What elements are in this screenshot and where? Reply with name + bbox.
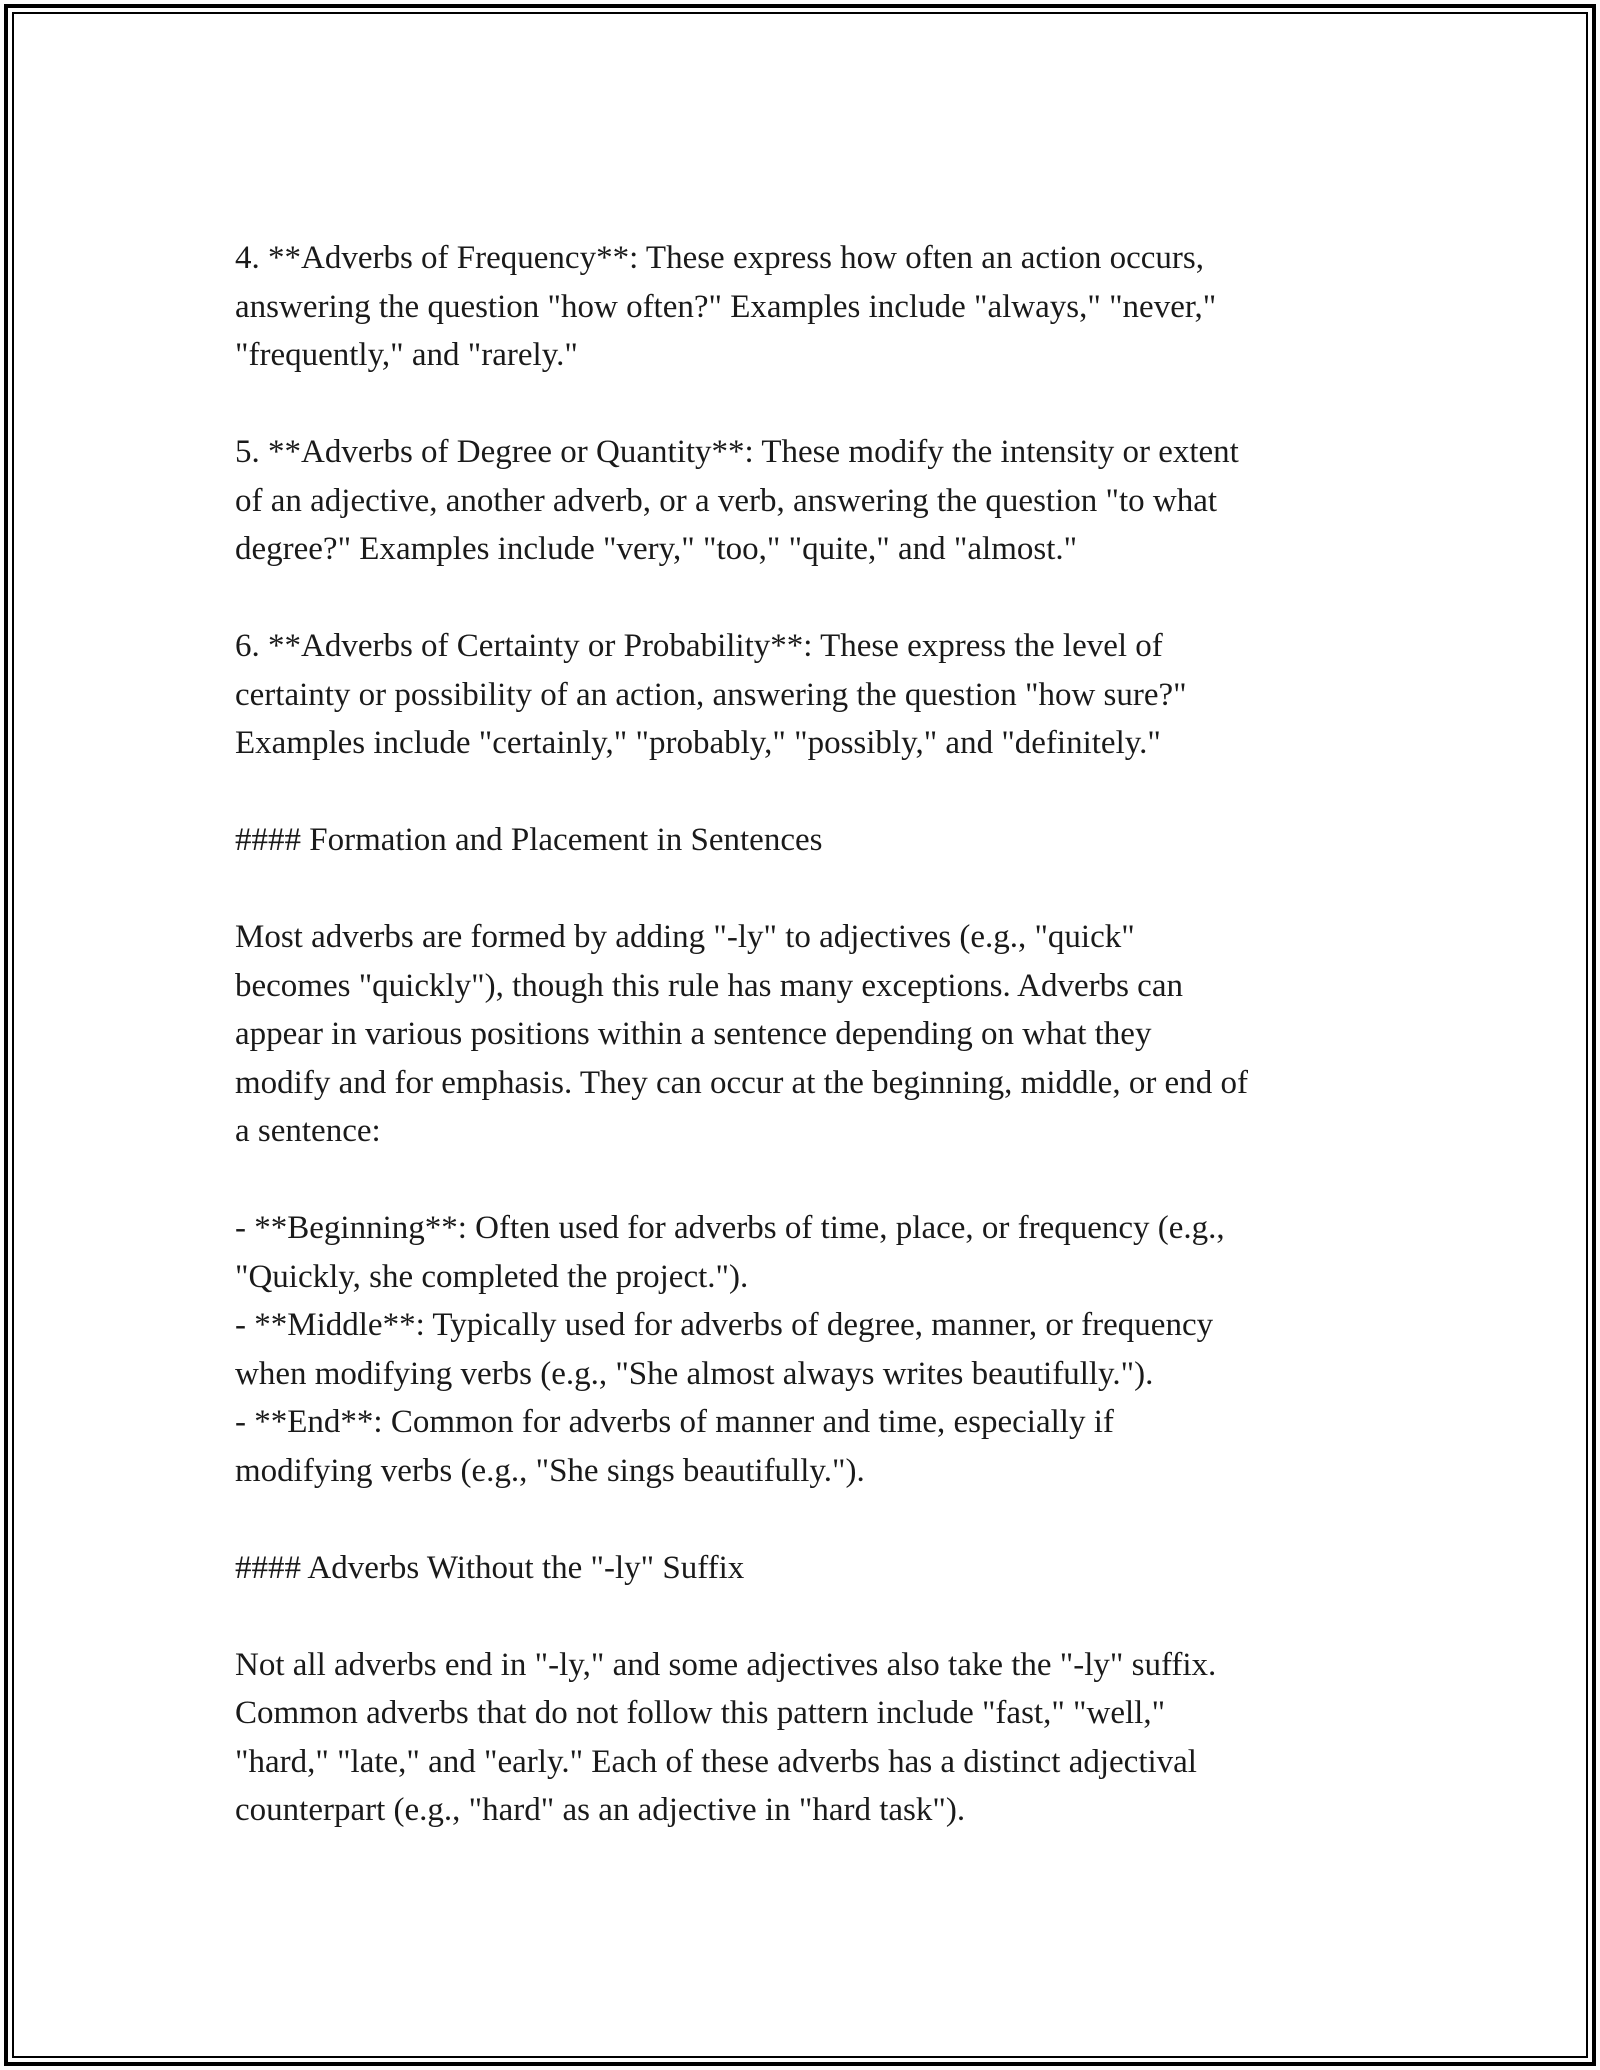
paragraph-spacer [235, 865, 1375, 914]
document-body [235, 234, 1375, 1835]
list-sentence-positions: - **Beginning**: Often used for adverbs of time, place, or frequency (e.g., "Quickly, she completed the project."). - **Middle**: Typically used for adverbs of degree, manner, or frequency when modifying verbs (e.g., "She almost always writes beautifully."). - **End**: Common for adverbs of manner and time, especially if modifying verbs (e.g., "She sings beautifully."). [235, 1210, 1225, 1489]
paragraph-spacer [235, 1495, 1375, 1544]
paragraph-adverbs-of-degree: 5. **Adverbs of Degree or Quantity**: These modify the intensity or extent of an adjective, another adverb, or a verb, answering the question "to what degree?" Examples include "very," "too," "quite," and "almost." [235, 434, 1239, 567]
heading-formation-and-placement: #### Formation and Placement in Sentences [235, 822, 823, 858]
paragraph-spacer [235, 1156, 1375, 1205]
paragraph-spacer [235, 1592, 1375, 1641]
paragraph-spacer [235, 574, 1375, 623]
paragraph-adverbs-of-certainty: 6. **Adverbs of Certainty or Probability**: These express the level of certainty or possibility of an action, answering the question "how sure?" Examples include "certainly," "probably," "possibly," and "definitely." [235, 628, 1187, 761]
paragraph-spacer [235, 380, 1375, 429]
paragraph-adverbs-without-ly: Not all adverbs end in "-ly," and some adjectives also take the "-ly" suffix. Common adverbs that do not follow this pattern include "fast," "well," "hard," "late," and "early." Each of these adverbs has a distinct adjectival counterpart (e.g., "hard" as an adjective in "hard task"). [235, 1646, 1217, 1828]
paragraph-adverbs-of-frequency: 4. **Adverbs of Frequency**: These express how often an action occurs, answering the question "how often?" Examples include "always," "never," "frequently," and "rarely." [235, 240, 1217, 373]
heading-adverbs-without-ly: #### Adverbs Without the "-ly" Suffix [235, 1549, 745, 1586]
paragraph-spacer [235, 768, 1375, 817]
paragraph-formation: Most adverbs are formed by adding "-ly" to adjectives (e.g., "quick" becomes "quickly"), though this rule has many exceptions. Adverbs can appear in various positions within a sentence depending on what they modify and for emphasis. They can occur at the beginning, middle, or end of a sentence: [235, 919, 1248, 1149]
